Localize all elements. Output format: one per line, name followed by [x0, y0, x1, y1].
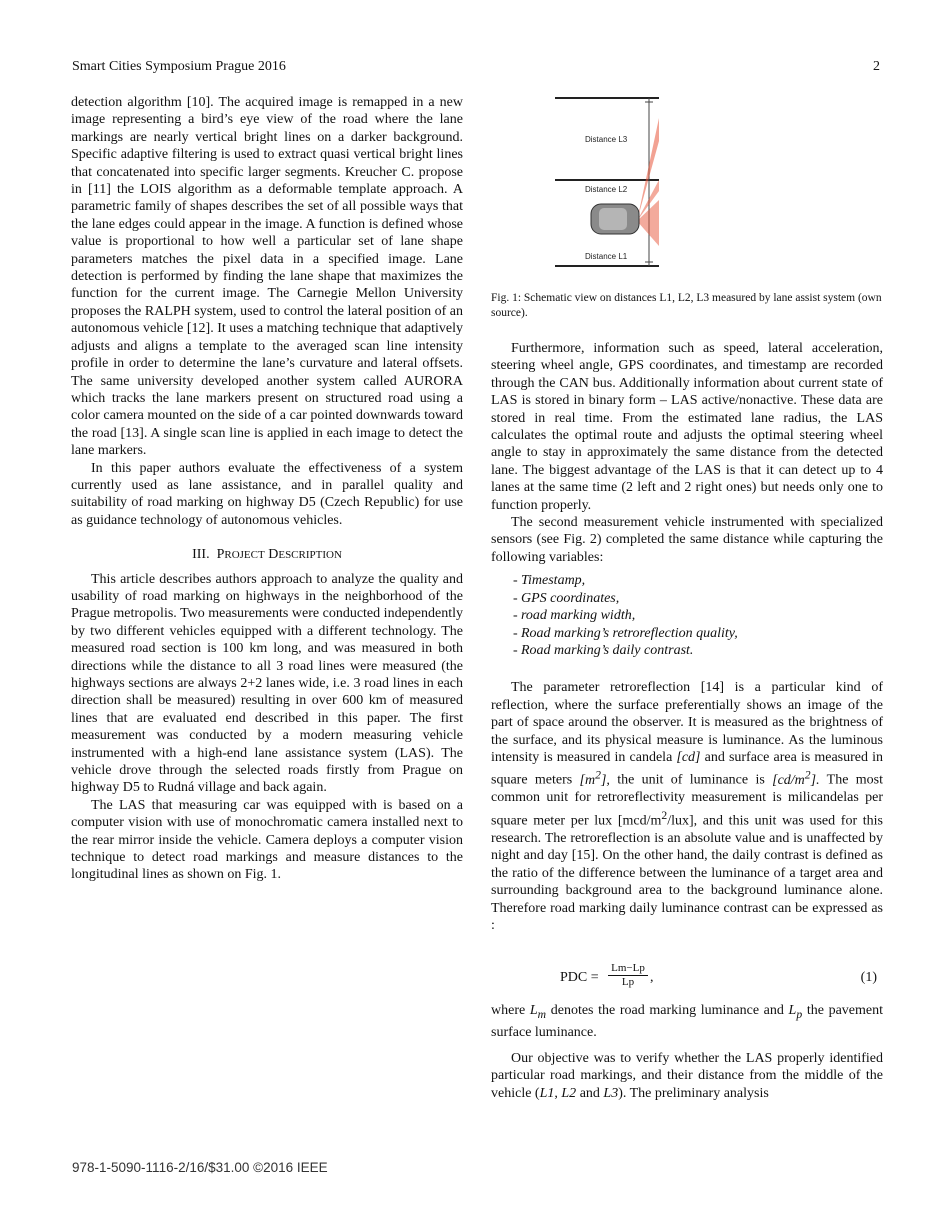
- paragraph: The second measurement vehicle instrumented with specialized sensors (see Fig. 2) completed the same distance while capturing the following variables:: [491, 515, 883, 565]
- label-l2: Distance L2: [585, 185, 628, 194]
- figure-caption: Fig. 1: Schematic view on distances L1, L2, L3 measured by lane assist system (own source).: [491, 292, 882, 319]
- equation-pdc: [560, 962, 885, 998]
- equation-numerator: Lm−Lp: [608, 962, 648, 976]
- lane-distance-figure: [555, 96, 659, 270]
- left-column: [71, 94, 463, 884]
- list-item: - Road marking’s daily contrast.: [491, 642, 883, 659]
- paragraph: where $L_m$ denotes the road marking luminance and $L_p$ the pavement surface luminance.: [491, 1003, 883, 1040]
- equation-number: (1): [860, 970, 877, 985]
- list-item: - Road marking’s retroreflection quality,: [491, 625, 883, 642]
- variable-list: [491, 572, 883, 659]
- equation-fraction: [608, 962, 648, 988]
- car-roof: [599, 208, 627, 230]
- list-item: - Timestamp,: [491, 572, 883, 589]
- paragraph: Furthermore, information such as speed, lateral acceleration, steering wheel angle, GPS coordinates, and timestamp are recorded through the CAN bus. Additionally information about current state of LAS is stored in binary form – LAS active/nonactive. These data are stored in real time. From the estimated lane radius, the LAS calculates the optimal route and adjusts the optimal steering wheel angle to stay in approximately the same distance from the detected lane. The biggest advantage of the LAS is that it can detect up to 4 lanes at the same time (2 left and 2 right ones) but needs only one to function properly.: [491, 341, 883, 513]
- paragraph: detection algorithm [10]. The acquired image is remapped in a new image representing a bird’s eye view of the road where the lane markings are nearly vertical bright lines on a darker background. Specific adaptive filtering is used to extract quasi vertical bright lines that concatenated into specific larger segments. Kreucher C. propose in [11] the LOIS algorithm as a deformable template approach. A parametric family of shapes describes the set of all possible ways that the lane edges could appear in the image. A function is defined whose value is proportional to how well a particular set of lane shape parameters matches the pixel data in a specified image. Lane detection is performed by finding the lane shape that maximizes the function for the current image. The Carnegie Mellon University proposes the RALPH system, used to control the lateral position of an autonomous vehicle [12]. It uses a matching technique that adaptively adjusts and aligns a template to the averaged scan line intensity profile in order to determine the lane’s curvature and lateral offsets. The same university developed another system called AURORA which tracks the lane markers present on structured road using a color camera mounted on the side of a car pointed downwards toward the road [13]. A single scan line is applied in each image to detect the lane markers.: [71, 95, 463, 459]
- paragraph: This article describes authors approach to analyze the quality and usability of road marking on highways in the neighborhood of the Prague metropolis. Two measurements were conducted independently by two different vehicles equipped with a different technology. The measured road section is 100 km long, and was measured in both directions while the distance to all 3 road lines were measured (the highways sections are always 2+2 lanes wide, i.e. 3 road lines in each direction shall be measured) resulting in over 600 km of measured lines that are evaluated end described in this paper. The first measurement was conducted by a modern measuring vehicle instrumented with a high-end lane assistance system (LAS). The vehicle drove through the selected roads firstly from Prague on highway D5 to Rudná village and back again.: [71, 571, 463, 796]
- paragraph: In this paper authors evaluate the effectiveness of a system currently used as lane assistance, and in parallel quality and suitability of road marking on highway D5 (Czech Republic) for use as guidance technology of autonomous vehicles.: [71, 460, 463, 528]
- label-l1: Distance L1: [585, 252, 628, 261]
- equation-lhs: PDC =: [560, 970, 599, 985]
- label-l3: Distance L3: [585, 135, 628, 144]
- copyright-footer: 978-1-5090-1116-2/16/$31.00 ©2016 IEEE: [72, 1160, 328, 1175]
- paragraph: The LAS that measuring car was equipped with is based on a computer vision with use of monochromatic camera installed next to the rear mirror inside the vehicle. Camera deploys a computer vision technique to detect road markings and measure distances to the longitudinal lines as shown on Fig. 1.: [71, 797, 463, 883]
- list-item: - GPS coordinates,: [491, 590, 883, 607]
- section-heading: III. PROJECT DESCRIPTION: [192, 547, 342, 563]
- running-header: Smart Cities Symposium Prague 2016: [72, 59, 286, 74]
- equation-comma: ,: [650, 970, 654, 985]
- equation-denominator: Lp: [621, 976, 635, 988]
- paragraph: Our objective was to verify whether the LAS properly identified particular road markings, and their distance from the middle of the vehicle (L1, L2 and L3). The preliminary analysis: [491, 1050, 883, 1101]
- paragraph: The parameter retroreflection [14] is a particular kind of reflection, where the surface preferentially shows an image of the part of space around the observer. It is measured as the brightness of the surface, and its physical measure is luminance. As the luminous intensity is measured in candela [cd] and surface area is measured in square meters $[m^2]$, the unit of luminance is $[cd/m^2]$. The most common unit for retroreflectivity measurement is milicandelas per square meter per lux $[mcd/m^2/lux]$, and this unit was used for this research. The retroreflection is an absolute value and is unaffected by night and day [15]. On the other hand, the daily contrast is defined as the ratio of the difference between the luminance of a target area and surrounding background area to the background luminance alone. Therefore road marking daily luminance contrast can be expressed as :: [491, 680, 883, 933]
- page-number: 2: [873, 59, 880, 74]
- list-item: - road marking width,: [491, 607, 883, 624]
